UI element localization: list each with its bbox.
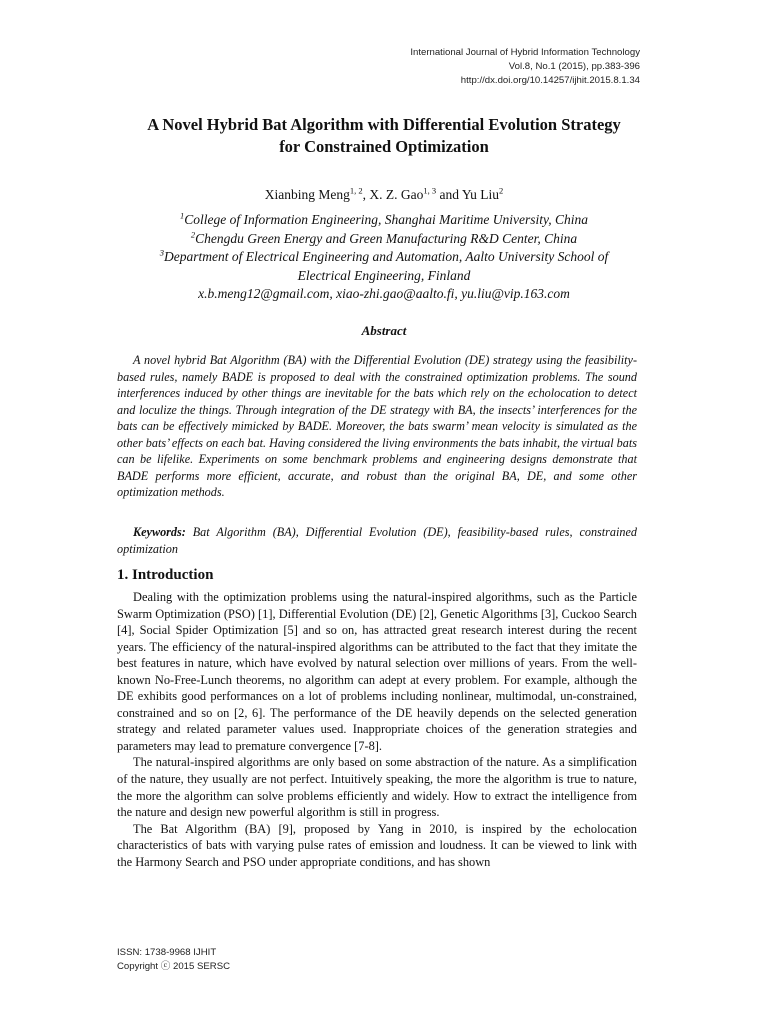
keywords-text: Bat Algorithm (BA), Differential Evolution (DE), feasibility-based rules, constrained optimization xyxy=(117,525,637,556)
journal-doi[interactable]: http://dx.doi.org/10.14257/ijhit.2015.8.1.34 xyxy=(460,75,640,86)
author-separator: , xyxy=(362,187,370,202)
affil-text: Electrical Engineering, Finland xyxy=(297,267,471,283)
affil-text: Chengdu Green Energy and Green Manufacturing R&D Center, China xyxy=(195,230,578,246)
page-footer xyxy=(117,946,230,973)
author-name: Xianbing Meng xyxy=(264,187,350,202)
abstract-body xyxy=(117,352,637,501)
title-line-1: A Novel Hybrid Bat Algorithm with Differential Evolution Strategy xyxy=(147,115,621,134)
paper-title xyxy=(100,114,668,158)
journal-name: International Journal of Hybrid Information Technology xyxy=(410,47,640,58)
intro-paragraph: The natural-inspired algorithms are only based on some abstraction of the nature. As a simplification of the nature, they usually are not perfect. Intuitively speaking, the more the algorithm is true to nature, the more the algorithm can solve problems efficiently and widely. How to extract the intelligence from the nature and design new powerful algorithm is still in progress. xyxy=(117,755,637,820)
affil-sup: 2 xyxy=(190,229,196,240)
author-list xyxy=(100,186,668,204)
keywords-block xyxy=(117,524,637,557)
author-affil-sup: 1, 2 xyxy=(349,185,363,196)
affiliation-list xyxy=(100,211,668,304)
affiliation-line xyxy=(100,230,668,249)
affiliation-line xyxy=(100,211,668,230)
keywords-label: Keywords: xyxy=(133,525,186,539)
journal-volume: Vol.8, No.1 (2015), pp.383-396 xyxy=(508,61,640,72)
affiliation-line xyxy=(100,267,668,286)
abstract-paragraph: A novel hybrid Bat Algorithm (BA) with the Differential Evolution (DE) strategy using the feasibility-based rules, namely BADE is proposed to deal with the constrained optimization problems. The sound interferences induced by other things are inevitable for the bats which rely on the echolocation to detect and loculize the things. Through integration of the DE strategy with BA, the insects’ interferences for the bats can be effectively mimicked by BADE. Moreover, the bats swarm’ mean velocity is simulated as the other bats’ effects on each bat. Having considered the living environments the bats inhabit, the virtual bats can be lifelike. Experiments on some benchmark problems and engineering designs demonstrate that BADE performs more efficient, accurate, and robust than the original BA, DE, and some other optimization methods. xyxy=(117,353,637,500)
author-emails[interactable]: x.b.meng12@gmail.com, xiao-zhi.gao@aalto.fi, yu.liu@vip.163.com xyxy=(198,286,570,302)
abstract-heading: Abstract xyxy=(361,323,407,338)
affil-text: Department of Electrical Engineering and Automation, Aalto University School of xyxy=(164,249,609,265)
author-name: X. Z. Gao xyxy=(369,187,424,202)
introduction-body xyxy=(117,589,637,870)
journal-header xyxy=(410,46,640,88)
author-affil-sup: 2 xyxy=(499,185,504,196)
intro-paragraph: Dealing with the optimization problems using the natural-inspired algorithms, such as the Particle Swarm Optimization (PSO) [1], Differential Evolution (DE) [2], Genetic Algorithms [3], Cuckoo Search [4], Social Spider Optimization [5] and so on, has attracted great research interest during the recent years. The efficiency of the natural-inspired algorithms can be attributed to the fact that they imitate the best features in nature, which have evolved by natural selection over millions of years. From the well-known No-Free-Lunch theorems, no algorithm can adept at every problem. For example, although the DE exhibits good performances on a lot of problems including nonlinear, multimodal, un-constrained, constrained and so on [2, 6]. The performance of the DE heavily depends on the selected generation strategy and related parameter values used. Inappropriate choices of the generation strategies and parameters may lead to premature convergence [7-8]. xyxy=(117,590,637,753)
author-name: Yu Liu xyxy=(461,187,499,202)
footer-issn: ISSN: 1738-9968 IJHIT xyxy=(117,947,217,958)
affiliation-line xyxy=(100,248,668,267)
affil-sup: 3 xyxy=(159,247,165,258)
section-heading-introduction: 1. Introduction xyxy=(117,567,214,583)
title-line-2: for Constrained Optimization xyxy=(279,137,489,156)
intro-paragraph: The Bat Algorithm (BA) [9], proposed by Yang in 2010, is inspired by the echolocation characteristics of bats with varying pulse rates of emission and loudness. It can be viewed to link with the Harmony Search and PSO under appropriate conditions, and has shown xyxy=(117,821,637,869)
affil-sup: 1 xyxy=(179,210,185,221)
author-affil-sup: 1, 3 xyxy=(423,185,437,196)
footer-copyright: Copyright ⓒ 2015 SERSC xyxy=(117,960,231,972)
author-and: and xyxy=(436,187,462,202)
affil-text: College of Information Engineering, Shanghai Maritime University, China xyxy=(184,212,589,227)
